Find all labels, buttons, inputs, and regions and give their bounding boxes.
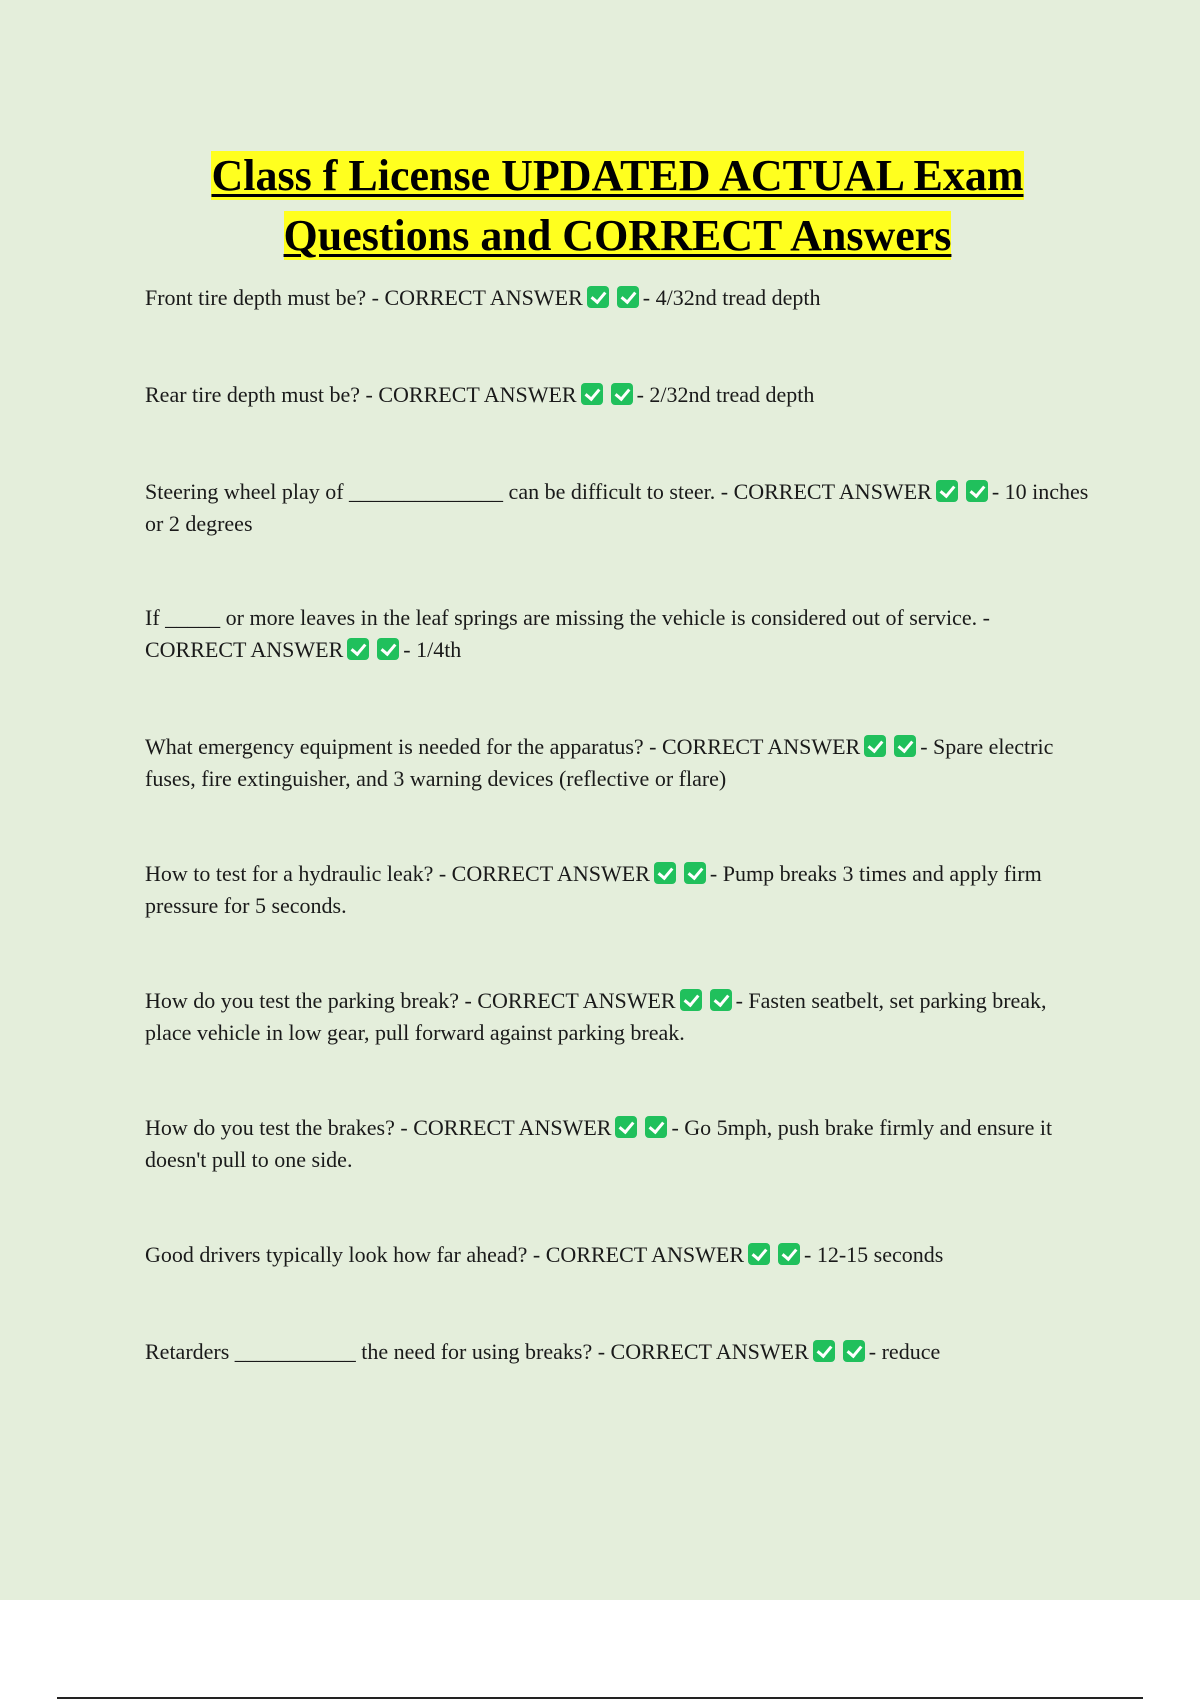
green-checkbox-icon (813, 1340, 835, 1362)
answer-text: - 10 inches or 2 degrees (145, 479, 1089, 536)
green-checkbox-icon (894, 735, 916, 757)
document-title (130, 146, 1105, 266)
green-checkbox-icon (680, 989, 702, 1011)
question-text: Rear tire depth must be? - CORRECT ANSWER (145, 382, 577, 407)
qa-item-1 (145, 282, 1095, 314)
green-checkbox-icon (615, 1116, 637, 1138)
green-checkbox-icon (611, 383, 633, 405)
green-checkbox-icon (617, 286, 639, 308)
answer-text: - 4/32nd tread depth (642, 285, 821, 310)
answer-text: - Fasten seatbelt, set parking break, place vehicle in low gear, pull forward against parking break. (145, 988, 1047, 1045)
qa-item-6 (145, 858, 1095, 922)
green-checkbox-icon (864, 735, 886, 757)
title-line-2: Questions and CORRECT Answers (283, 211, 952, 260)
answer-text: - Pump breaks 3 times and apply firm pressure for 5 seconds. (145, 861, 1042, 918)
green-checkbox-icon (645, 1116, 667, 1138)
green-checkbox-icon (936, 480, 958, 502)
qa-item-3 (145, 476, 1095, 540)
question-text: How do you test the parking break? - CORRECT ANSWER (145, 988, 676, 1013)
qa-item-5 (145, 731, 1095, 795)
question-text: How do you test the brakes? - CORRECT ANSWER (145, 1115, 612, 1140)
green-checkbox-icon (843, 1340, 865, 1362)
footer-divider (57, 1697, 1143, 1699)
answer-text: - 1/4th (403, 637, 462, 662)
green-checkbox-icon (581, 383, 603, 405)
question-text: Good drivers typically look how far ahead? - CORRECT ANSWER (145, 1242, 744, 1267)
green-checkbox-icon (966, 480, 988, 502)
green-checkbox-icon (377, 638, 399, 660)
question-text: Retarders ___________ the need for using breaks? - CORRECT ANSWER (145, 1339, 809, 1364)
qa-item-9 (145, 1239, 1095, 1271)
question-text: How to test for a hydraulic leak? - CORRECT ANSWER (145, 861, 650, 886)
green-checkbox-icon (778, 1243, 800, 1265)
title-line-1: Class f License UPDATED ACTUAL Exam (211, 151, 1024, 200)
green-checkbox-icon (684, 862, 706, 884)
qa-item-7 (145, 985, 1095, 1049)
question-text: Steering wheel play of ______________ can be difficult to steer. - CORRECT ANSWER (145, 479, 932, 504)
green-checkbox-icon (654, 862, 676, 884)
green-checkbox-icon (347, 638, 369, 660)
question-text: What emergency equipment is needed for the apparatus? - CORRECT ANSWER (145, 734, 861, 759)
answer-text: - Go 5mph, push brake firmly and ensure it doesn't pull to one side. (145, 1115, 1053, 1172)
answer-text: - 12-15 seconds (804, 1242, 944, 1267)
green-checkbox-icon (710, 989, 732, 1011)
question-text: Front tire depth must be? - CORRECT ANSWER (145, 285, 583, 310)
question-text: If _____ or more leaves in the leaf springs are missing the vehicle is considered out of service. - CORRECT ANSWER (145, 605, 990, 662)
answer-text: - reduce (868, 1339, 941, 1364)
qa-item-4 (145, 602, 1095, 666)
answer-text: - 2/32nd tread depth (636, 382, 815, 407)
qa-item-8 (145, 1112, 1095, 1176)
answer-text: - Spare electric fuses, fire extinguisher, and 3 warning devices (reflective or flare) (145, 734, 1054, 791)
qa-item-2 (145, 379, 1095, 411)
qa-item-10 (145, 1336, 1095, 1368)
green-checkbox-icon (748, 1243, 770, 1265)
green-checkbox-icon (587, 286, 609, 308)
